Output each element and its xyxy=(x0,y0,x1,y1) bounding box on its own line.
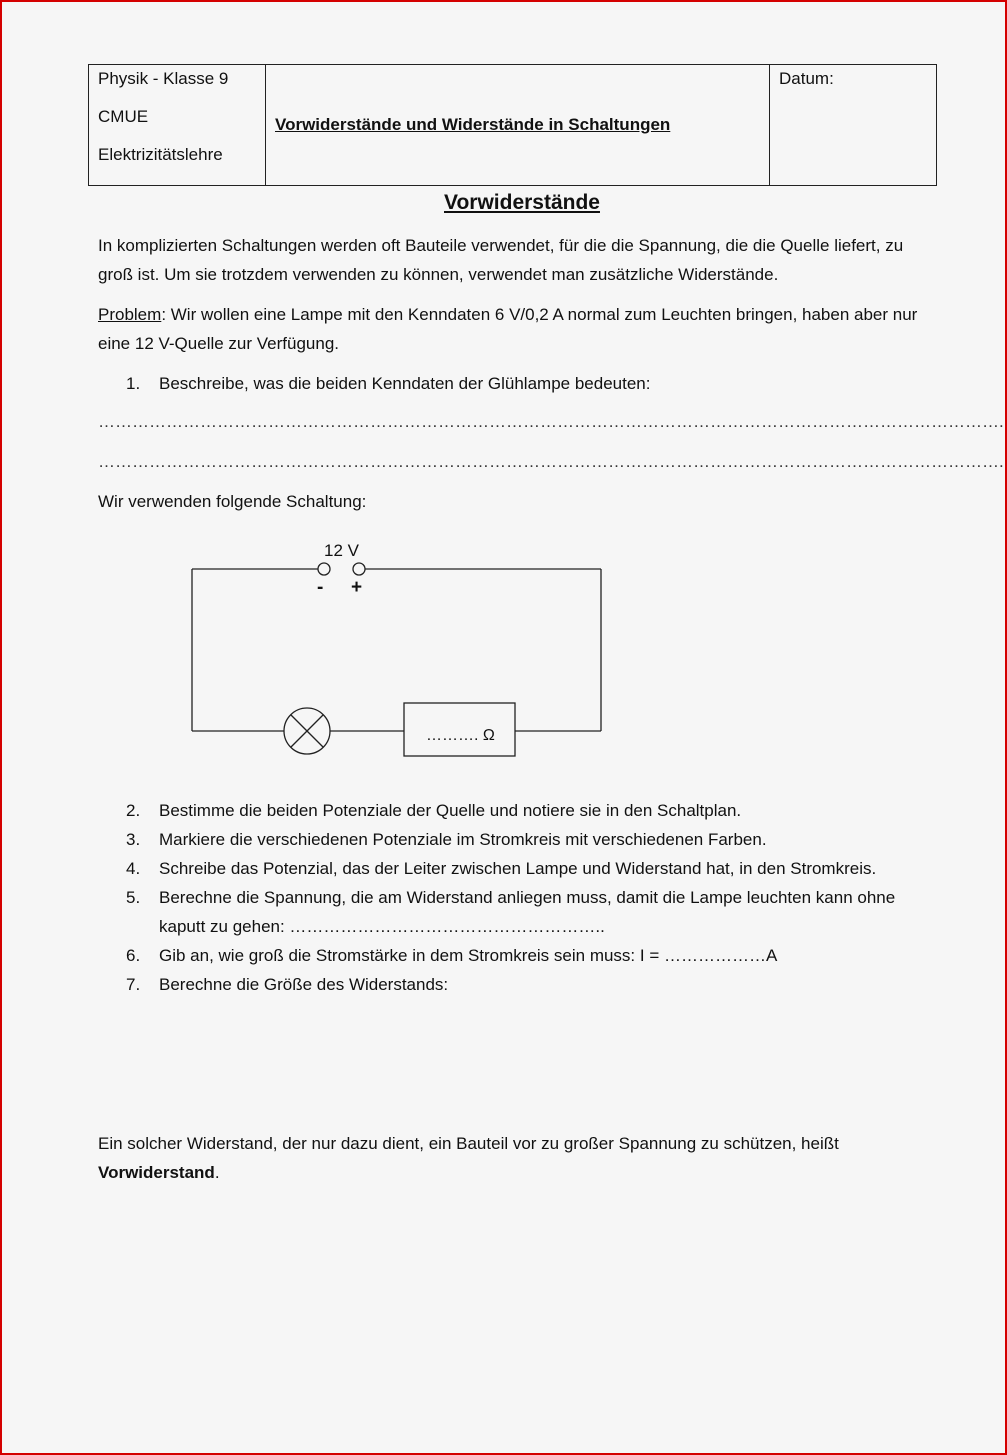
task-list-2 xyxy=(126,796,946,999)
item-text: Schreibe das Potenzial, das der Leiter zwischen Lampe und Widerstand hat, in den Stromkreis. xyxy=(159,859,877,878)
item-number: 4. xyxy=(126,859,141,878)
topic-label: Elektrizitätslehre xyxy=(98,145,223,164)
circuit-intro: Wir verwenden folgende Schaltung: xyxy=(98,492,367,511)
item-text: Bestimme die beiden Potenziale der Quelle und notiere sie in den Schaltplan. xyxy=(159,801,742,820)
problem-label: Problem xyxy=(98,305,162,324)
plus-sign: + xyxy=(351,577,363,598)
section-title: Vorwiderstände xyxy=(444,191,600,214)
list-item xyxy=(126,883,946,941)
problem-text: : Wir wollen eine Lampe mit den Kenndaten 6 V/0,2 A normal zum Leuchten bringen, haben aber nur eine 12 V-Quelle zur Verfügung. xyxy=(98,305,918,353)
item-number: 1. xyxy=(126,374,141,393)
minus-terminal xyxy=(318,563,330,575)
item-text: Berechne die Spannung, die am Widerstand anliegen muss, damit die Lampe leuchten kann ohne kaputt zu gehen: ……………………………………………….. xyxy=(159,888,896,936)
worksheet-title: Vorwiderstände und Widerstände in Schaltungen xyxy=(275,115,671,134)
conclusion-paragraph xyxy=(98,1129,938,1187)
resistor-label: ………. Ω xyxy=(426,727,495,744)
item-text: Beschreibe, was die beiden Kenndaten der Glühlampe bedeuten: xyxy=(159,374,651,393)
item-number: 5. xyxy=(126,888,141,907)
list-item xyxy=(126,970,946,999)
item-number: 3. xyxy=(126,830,141,849)
conclusion-text: Ein solcher Widerstand, der nur dazu dient, ein Bauteil vor zu großer Spannung zu schützen, heißt xyxy=(98,1134,839,1153)
item-text: Gib an, wie groß die Stromstärke in dem Stromkreis sein muss: I = ………………A xyxy=(159,946,778,965)
teacher-label: CMUE xyxy=(98,107,149,126)
intro-paragraph: In komplizierten Schaltungen werden oft Bauteile verwendet, für die die Spannung, die die Quelle liefert, zu groß ist. Um sie trotzdem verwenden zu können, verwendet man zusätzliche Widerstände. xyxy=(98,236,904,284)
conclusion-end: . xyxy=(214,1163,220,1182)
item-text: Berechne die Größe des Widerstands: xyxy=(159,975,449,994)
item-number: 2. xyxy=(126,801,141,820)
conclusion-term: Vorwiderstand xyxy=(98,1163,215,1182)
list-item xyxy=(126,796,946,825)
minus-sign: - xyxy=(317,577,324,598)
answer-line: ……………………………………………………………………………………………………………………………………………. xyxy=(98,412,1004,431)
voltage-label: 12 V xyxy=(324,541,359,560)
circuit-diagram xyxy=(2,2,1005,1453)
list-item xyxy=(126,825,946,854)
item-number: 7. xyxy=(126,975,141,994)
subject-label: Physik - Klasse 9 xyxy=(98,69,229,88)
date-label: Datum: xyxy=(779,69,834,88)
list-item xyxy=(126,854,946,883)
item-text: Markiere die verschiedenen Potenziale im Stromkreis mit verschiedenen Farben. xyxy=(159,830,767,849)
answer-line: ……………………………………………………………………………………………………………………………………………. xyxy=(98,452,1004,471)
list-item xyxy=(126,941,946,970)
item-number: 6. xyxy=(126,946,141,965)
plus-terminal xyxy=(353,563,365,575)
